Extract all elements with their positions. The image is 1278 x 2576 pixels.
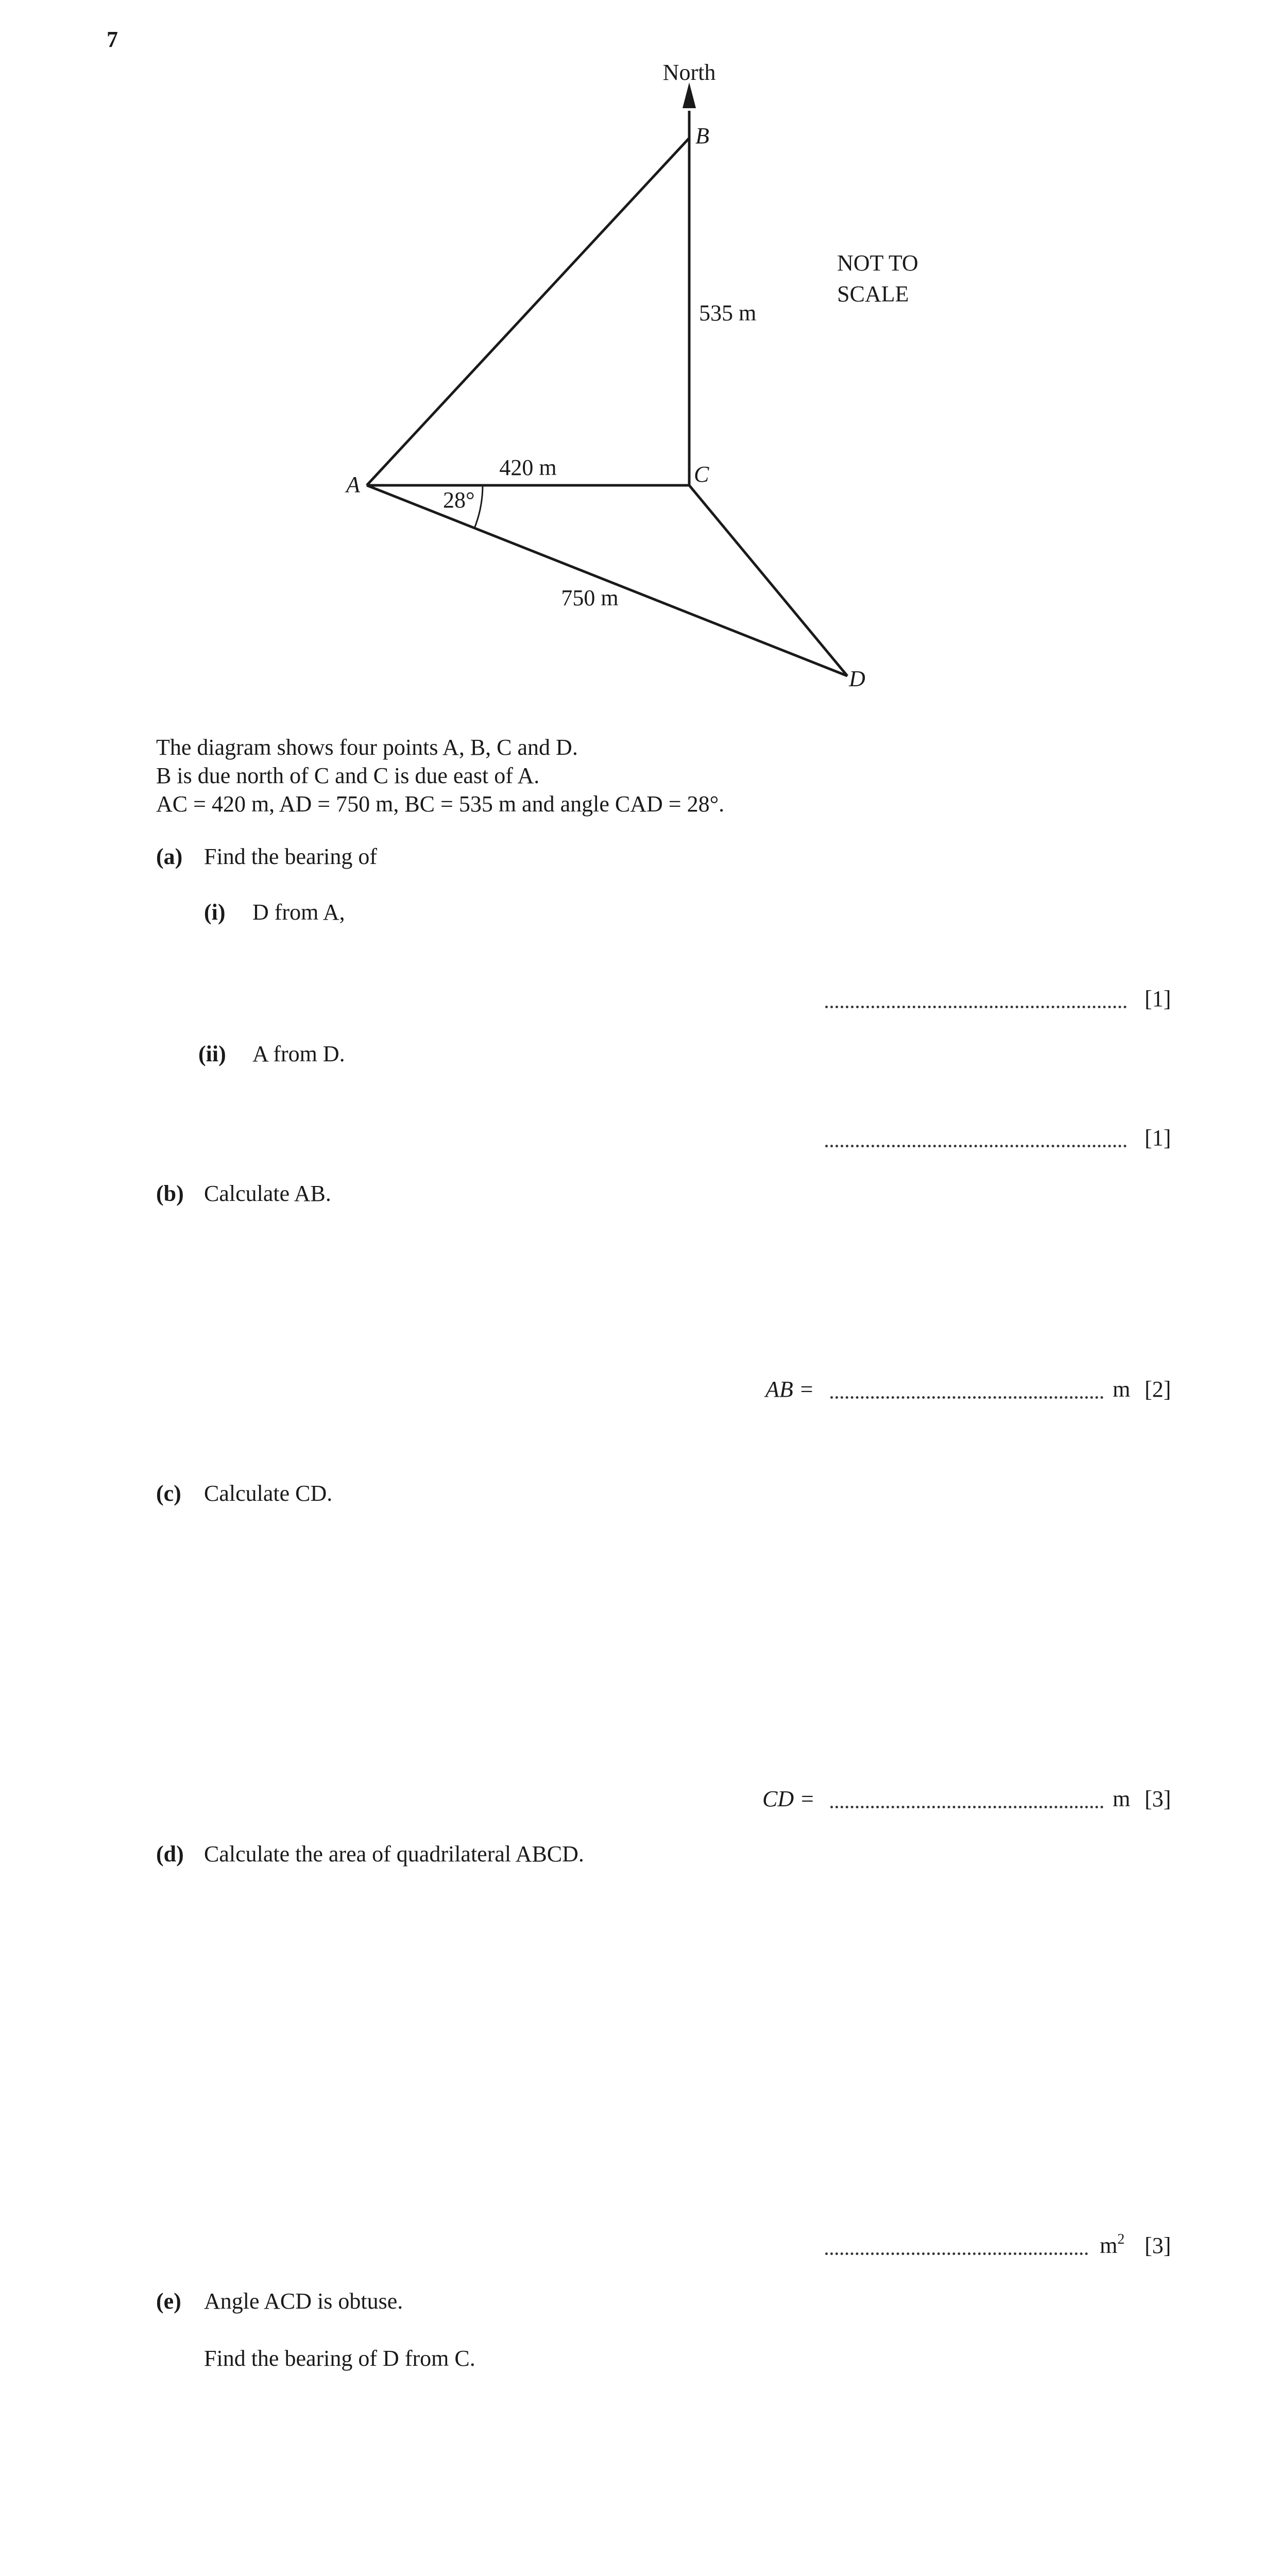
part-c-label: (c)	[156, 1481, 181, 1506]
answer-line-b[interactable]	[830, 1396, 1103, 1399]
line-AB	[367, 138, 689, 485]
unit-b: m	[1113, 1377, 1131, 1402]
marks-a-ii: [1]	[1145, 1125, 1171, 1150]
label-A: A	[346, 472, 360, 497]
intro-line-2: B is due north of C and C is due east of A.	[156, 763, 540, 788]
north-label: North	[662, 60, 716, 85]
unit-d-superscript: 2	[1117, 2231, 1125, 2247]
angle-arc-CAD	[474, 485, 483, 528]
part-d-text: Calculate the area of quadrilateral ABCD.	[204, 1841, 584, 1867]
question-number: 7	[107, 27, 118, 52]
not-to-scale-line2: SCALE	[837, 281, 909, 307]
unit-c: m	[1113, 1786, 1131, 1811]
part-d-label: (d)	[156, 1841, 184, 1867]
marks-c: [3]	[1145, 1786, 1171, 1811]
part-a-text: Find the bearing of	[204, 844, 378, 869]
angle-label-CAD: 28°	[443, 487, 475, 513]
geometry-diagram	[0, 0, 1278, 721]
part-e-text-2: Find the bearing of D from C.	[204, 2346, 475, 2371]
intro-line-3: AC = 420 m, AD = 750 m, BC = 535 m and angle CAD = 28°.	[156, 791, 725, 817]
answer-line-a-i[interactable]	[825, 1006, 1127, 1008]
length-AC: 420 m	[499, 455, 557, 480]
part-a-ii-label: (ii)	[198, 1041, 226, 1066]
marks-a-i: [1]	[1145, 986, 1171, 1011]
part-a-label: (a)	[156, 844, 183, 869]
label-B: B	[695, 123, 709, 148]
part-e-text: Angle ACD is obtuse.	[204, 2289, 403, 2314]
answer-line-a-ii[interactable]	[825, 1145, 1127, 1147]
length-BC: 535 m	[699, 300, 757, 326]
part-b-label: (b)	[156, 1181, 184, 1206]
length-AD: 750 m	[561, 585, 619, 611]
answer-prefix-c: CD =	[762, 1786, 815, 1811]
intro-line-1: The diagram shows four points A, B, C and D.	[156, 735, 578, 760]
unit-d: $m^2$	[1100, 2231, 1125, 2258]
part-b-text: Calculate AB.	[204, 1181, 331, 1206]
part-a-ii-text: A from D.	[252, 1041, 345, 1066]
answer-prefix-b: AB =	[765, 1377, 814, 1402]
not-to-scale-line1: NOT TO	[837, 250, 918, 276]
answer-line-c[interactable]	[830, 1806, 1103, 1808]
part-c-text: Calculate CD.	[204, 1481, 333, 1506]
line-CD	[689, 485, 847, 676]
line-AD	[367, 485, 847, 676]
marks-b: [2]	[1145, 1377, 1171, 1402]
label-C: C	[694, 462, 709, 487]
part-a-i-text: D from A,	[252, 900, 345, 925]
label-D: D	[849, 666, 865, 691]
part-a-i-label: (i)	[204, 900, 226, 925]
north-arrow-icon	[683, 82, 696, 108]
marks-d: [3]	[1145, 2233, 1171, 2258]
part-e-label: (e)	[156, 2289, 181, 2314]
answer-line-d[interactable]	[825, 2252, 1088, 2255]
